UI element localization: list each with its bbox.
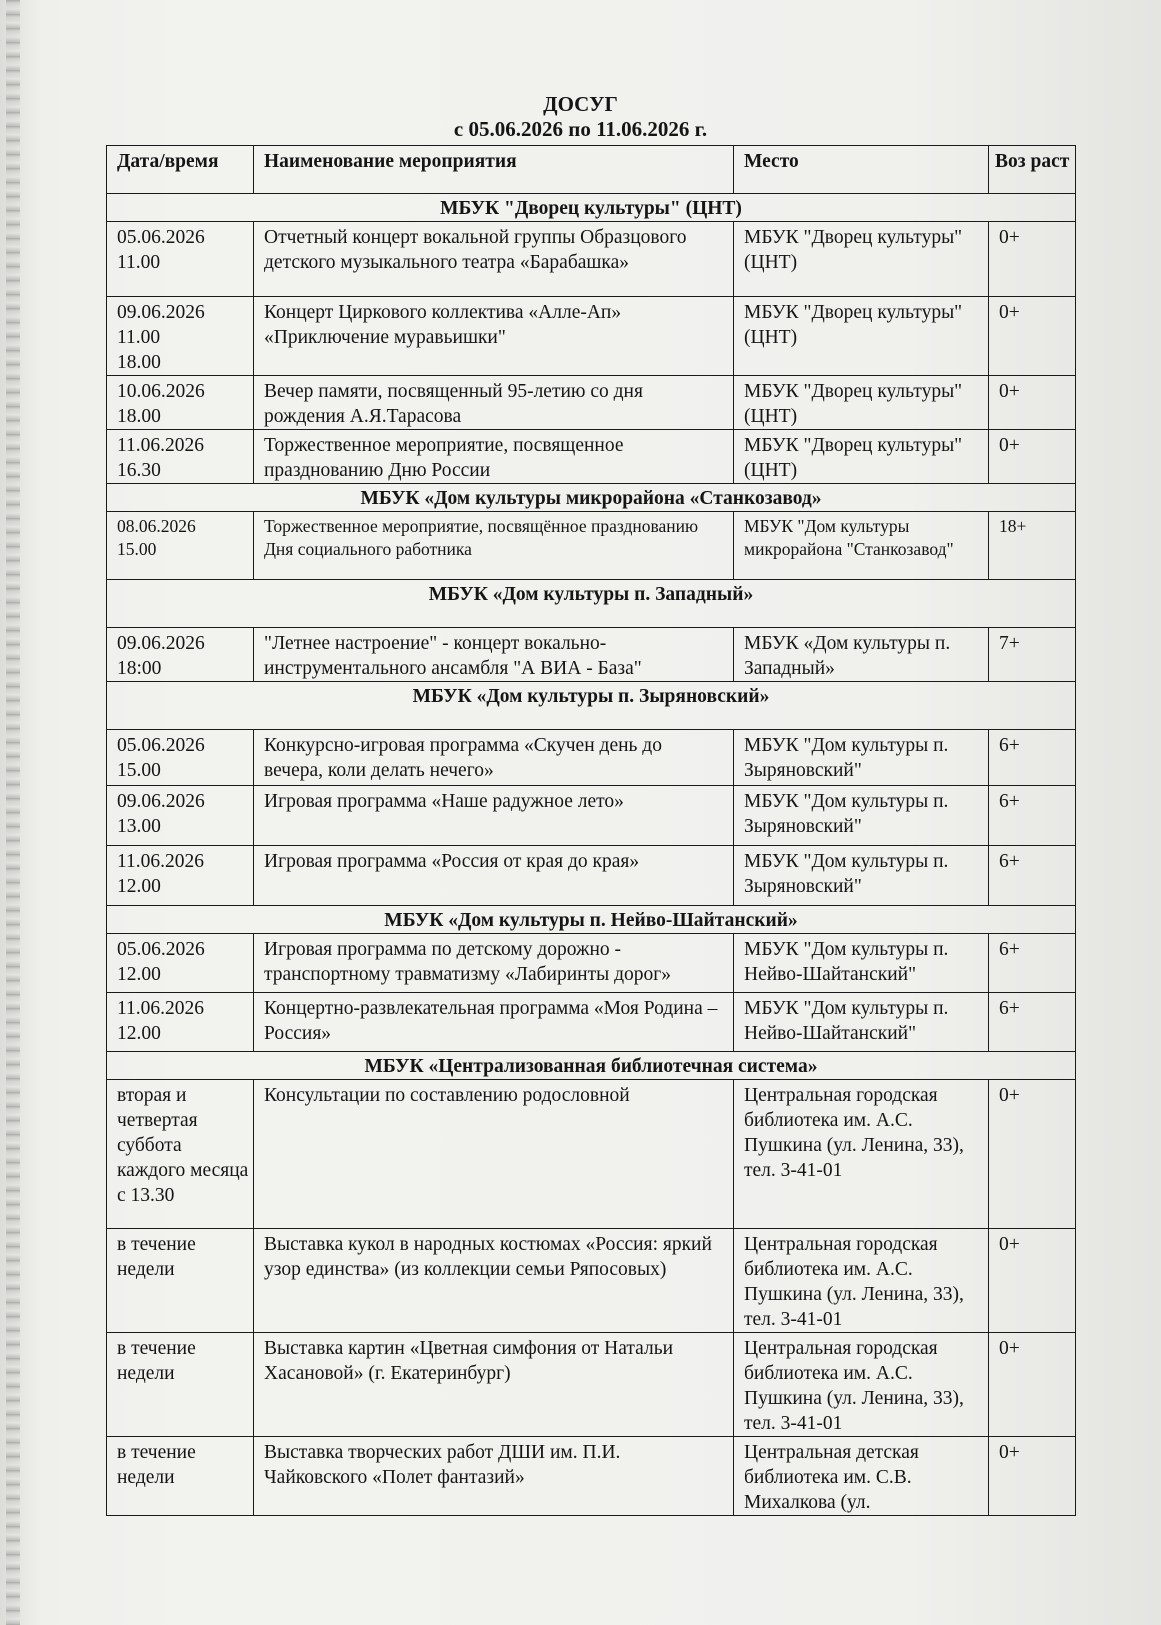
cell-age: 6+ — [989, 786, 1076, 846]
cell-date: 09.06.2026 18:00 — [107, 628, 254, 682]
table-row — [107, 1080, 1076, 1229]
column-header-date: Дата/время — [107, 146, 254, 194]
cell-date: 05.06.2026 12.00 — [107, 934, 254, 993]
cell-age: 6+ — [989, 730, 1076, 786]
cell-place: МБУК "Дом культуры п. Зыряновский" — [734, 786, 989, 846]
table-row — [107, 730, 1076, 786]
cell-place: Центральная городская библиотека им. А.С. Пушкина (ул. Ленина, 33), тел. 3-41-01 — [734, 1333, 989, 1437]
section-row — [107, 580, 1076, 628]
section-row — [107, 906, 1076, 934]
cell-event: Концерт Циркового коллектива «Алле-Ап» «Приключение муравьишки" — [254, 297, 734, 376]
cell-event: Выставка картин «Цветная симфония от Натальи Хасановой» (г. Екатеринбург) — [254, 1333, 734, 1437]
cell-date: 08.06.2026 15.00 — [107, 512, 254, 580]
scan-edge-artifact — [6, 0, 20, 1625]
cell-event: Вечер памяти, посвященный 95-летию со дня рождения А.Я.Тарасова — [254, 376, 734, 430]
cell-place: МБУК "Дом культуры п. Нейво-Шайтанский" — [734, 934, 989, 993]
cell-age: 0+ — [989, 1080, 1076, 1229]
table-row — [107, 846, 1076, 906]
section-title: МБУК "Дворец культуры" (ЦНТ) — [107, 194, 1076, 222]
cell-event: Игровая программа «Россия от края до края» — [254, 846, 734, 906]
table-row — [107, 1437, 1076, 1516]
cell-date: 10.06.2026 18.00 — [107, 376, 254, 430]
cell-event: Игровая программа по детскому дорожно - транспортному травматизму «Лабиринты дорог» — [254, 934, 734, 993]
table-row — [107, 786, 1076, 846]
cell-place: МБУК "Дом культуры микрорайона "Станкозавод" — [734, 512, 989, 580]
section-title: МБУК «Централизованная библиотечная система» — [107, 1052, 1076, 1080]
cell-event: Торжественное мероприятие, посвященное празднованию Дню России — [254, 430, 734, 484]
cell-age: 7+ — [989, 628, 1076, 682]
table-row — [107, 1229, 1076, 1333]
table-row — [107, 430, 1076, 484]
cell-place: МБУК "Дом культуры п. Зыряновский" — [734, 730, 989, 786]
cell-place: МБУК "Дом культуры п. Нейво-Шайтанский" — [734, 993, 989, 1052]
cell-date: 09.06.2026 13.00 — [107, 786, 254, 846]
document-title: ДОСУГ — [543, 92, 618, 116]
table-row — [107, 628, 1076, 682]
cell-place: Центральная детская библиотека им. С.В. Михалкова (ул. — [734, 1437, 989, 1516]
cell-age: 0+ — [989, 376, 1076, 430]
column-header-age: Воз раст — [989, 146, 1076, 194]
table-row — [107, 222, 1076, 297]
cell-date: в течение недели — [107, 1437, 254, 1516]
cell-date: вторая и четвертая суббота каждого месяца с 13.30 — [107, 1080, 254, 1229]
cell-place: МБУК "Дворец культуры" (ЦНТ) — [734, 222, 989, 297]
cell-age: 0+ — [989, 430, 1076, 484]
table-header-row — [107, 146, 1076, 194]
section-row — [107, 1052, 1076, 1080]
table-row — [107, 512, 1076, 580]
cell-event: Выставка творческих работ ДШИ им. П.И. Чайковского «Полет фантазий» — [254, 1437, 734, 1516]
cell-place: Центральная городская библиотека им. А.С. Пушкина (ул. Ленина, 33), тел. 3-41-01 — [734, 1229, 989, 1333]
cell-age: 6+ — [989, 934, 1076, 993]
section-title: МБУК «Дом культуры п. Западный» — [107, 580, 1076, 628]
document-period: с 05.06.2026 по 11.06.2026 г. — [453, 117, 708, 141]
cell-place: Центральная городская библиотека им. А.С. Пушкина (ул. Ленина, 33), тел. 3-41-01 — [734, 1080, 989, 1229]
column-header-place: Место — [734, 146, 989, 194]
cell-age: 0+ — [989, 1333, 1076, 1437]
table-row — [107, 1333, 1076, 1437]
cell-event: Торжественное мероприятие, посвящённое празднованию Дня социального работника — [254, 512, 734, 580]
section-title: МБУК «Дом культуры п. Зыряновский» — [107, 682, 1076, 730]
section-row — [107, 484, 1076, 512]
cell-event: Консультации по составлению родословной — [254, 1080, 734, 1229]
table-row — [107, 376, 1076, 430]
cell-date: 11.06.2026 12.00 — [107, 993, 254, 1052]
cell-date: в течение недели — [107, 1333, 254, 1437]
section-title: МБУК «Дом культуры микрорайона «Станкозавод» — [107, 484, 1076, 512]
table-row — [107, 993, 1076, 1052]
section-row — [107, 194, 1076, 222]
cell-event: Конкурсно-игровая программа «Скучен день до вечера, коли делать нечего» — [254, 730, 734, 786]
cell-date: 11.06.2026 16.30 — [107, 430, 254, 484]
cell-age: 0+ — [989, 1437, 1076, 1516]
cell-age: 6+ — [989, 846, 1076, 906]
cell-place: МБУК "Дворец культуры" (ЦНТ) — [734, 297, 989, 376]
cell-age: 18+ — [989, 512, 1076, 580]
cell-place: МБУК «Дом культуры п. Западный» — [734, 628, 989, 682]
cell-age: 0+ — [989, 297, 1076, 376]
cell-event: Концертно-развлекательная программа «Моя Родина – Россия» — [254, 993, 734, 1052]
cell-event: Выставка кукол в народных костюмах «Россия: яркий узор единства» (из коллекции семьи Ряпосовых) — [254, 1229, 734, 1333]
section-row — [107, 682, 1076, 730]
cell-place: МБУК "Дворец культуры" (ЦНТ) — [734, 376, 989, 430]
cell-date: 11.06.2026 12.00 — [107, 846, 254, 906]
cell-date: в течение недели — [107, 1229, 254, 1333]
cell-place: МБУК "Дом культуры п. Зыряновский" — [734, 846, 989, 906]
cell-age: 0+ — [989, 222, 1076, 297]
cell-place: МБУК "Дворец культуры" (ЦНТ) — [734, 430, 989, 484]
cell-date: 05.06.2026 11.00 — [107, 222, 254, 297]
cell-age: 6+ — [989, 993, 1076, 1052]
events-table — [106, 145, 1076, 1516]
column-header-event: Наименование мероприятия — [254, 146, 734, 194]
cell-event: "Летнее настроение" - концерт вокально-инструментального ансамбля "А ВИА - База" — [254, 628, 734, 682]
cell-date: 09.06.2026 11.00 18.00 — [107, 297, 254, 376]
cell-event: Игровая программа «Наше радужное лето» — [254, 786, 734, 846]
cell-date: 05.06.2026 15.00 — [107, 730, 254, 786]
table-row — [107, 297, 1076, 376]
section-title: МБУК «Дом культуры п. Нейво-Шайтанский» — [107, 906, 1076, 934]
cell-age: 0+ — [989, 1229, 1076, 1333]
cell-event: Отчетный концерт вокальной группы Образцового детского музыкального театра «Барабашка» — [254, 222, 734, 297]
table-row — [107, 934, 1076, 993]
